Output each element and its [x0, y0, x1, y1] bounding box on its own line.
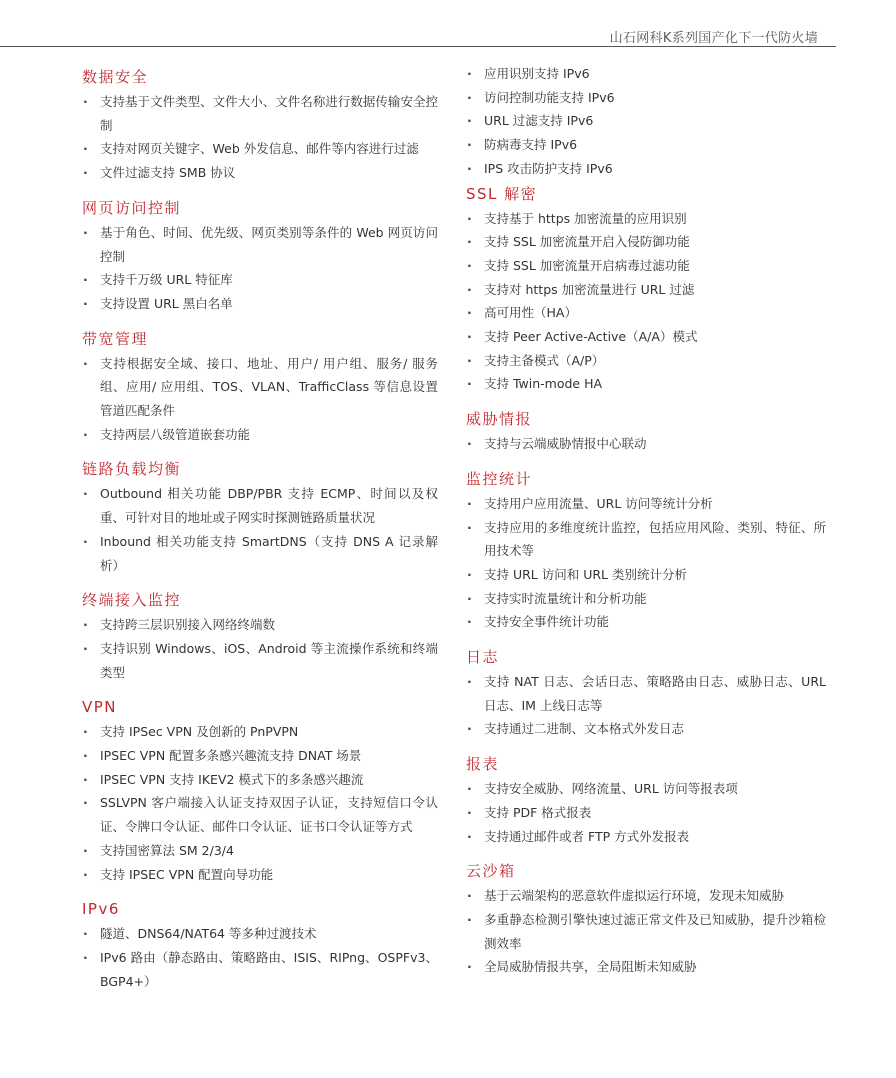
- list-item: · 支持安全事件统计功能: [466, 610, 826, 634]
- left-section: [82, 589, 438, 684]
- bullet-list: [82, 482, 438, 577]
- list-item: · 支持与云端威胁情报中心联动: [466, 432, 826, 456]
- list-item: · 访问控制功能支持 IPv6: [466, 86, 826, 110]
- left-section: [82, 66, 438, 185]
- section-title: 网页访问控制: [82, 198, 182, 217]
- list-item: · SSLVPN 客户端接入认证支持双因子认证，支持短信口令认证、令牌口令认证、邮件口令认证、证书口令认证等方式: [82, 791, 438, 838]
- list-item: · 支持主备模式（A/P）: [466, 349, 826, 373]
- section-title: 带宽管理: [82, 329, 149, 348]
- list-item: · 多重静态检测引擎快速过滤正常文件及已知威胁，提升沙箱检测效率: [466, 908, 826, 955]
- list-item: · Outbound 相关功能 DBP/PBR 支持 ECMP、时间以及权重、可针对目的地址或子网实时探测链路质量状况: [82, 482, 438, 529]
- list-item: · 支持应用的多维度统计监控，包括应用风险、类别、特征、所用技术等: [466, 516, 826, 563]
- list-item: · 支持对网页关键字、Web 外发信息、邮件等内容进行过滤: [82, 137, 438, 161]
- list-item: · 支持 Peer Active-Active（A/A）模式: [466, 325, 826, 349]
- bullet-list: [466, 432, 826, 456]
- left-section: [82, 696, 438, 886]
- section-title: SSL 解密: [466, 184, 538, 203]
- left-section: [82, 458, 438, 577]
- list-item: · URL 过滤支持 IPv6: [466, 109, 826, 133]
- list-item: · 支持根据安全域、接口、地址、用户/ 用户组、服务/ 服务组、应用/ 应用组、TOS、VLAN、TrafficClass 等信息设置管道匹配条件: [82, 352, 438, 423]
- bullet-list: [466, 492, 826, 634]
- list-item: · IPv6 路由（静态路由、策略路由、ISIS、RIPng、OSPFv3、BGP4+）: [82, 946, 438, 993]
- list-item: · 支持跨三层识别接入网络终端数: [82, 613, 438, 637]
- right-section: [466, 62, 826, 181]
- right-section: [466, 646, 826, 741]
- list-item: · 防病毒支持 IPv6: [466, 133, 826, 157]
- list-item: · 支持 PDF 格式报表: [466, 801, 826, 825]
- list-item: · 支持国密算法 SM 2/3/4: [82, 839, 438, 863]
- list-item: · 支持 Twin-mode HA: [466, 372, 826, 396]
- section-title: 日志: [466, 648, 500, 667]
- section-title: VPN: [82, 698, 118, 717]
- section-title: 数据安全: [82, 68, 149, 86]
- list-item: · 基于云端架构的恶意软件虚拟运行环境，发现未知威胁: [466, 884, 826, 908]
- list-item: · 支持通过邮件或者 FTP 方式外发报表: [466, 825, 826, 849]
- bullet-list: [82, 922, 438, 993]
- left-section: [82, 328, 438, 447]
- list-item: · 支持通过二进制、文本格式外发日志: [466, 717, 826, 741]
- list-item: · 支持对 https 加密流量进行 URL 过滤: [466, 278, 826, 302]
- list-item: · 支持用户应用流量、URL 访问等统计分析: [466, 492, 826, 516]
- section-title: 链路负载均衡: [82, 460, 182, 479]
- left-section: [82, 197, 438, 316]
- list-item: · 支持基于文件类型、文件大小、文件名称进行数据传输安全控制: [82, 90, 438, 137]
- list-item: · 支持 SSL 加密流量开启病毒过滤功能: [466, 254, 826, 278]
- list-item: · IPSEC VPN 配置多条感兴趣流支持 DNAT 场景: [82, 744, 438, 768]
- list-item: · 支持 NAT 日志、会话日志、策略路由日志、威胁日志、URL 日志、IM 上线日志等: [466, 670, 826, 717]
- bullet-list: [466, 62, 826, 181]
- list-item: · 基于角色、时间、优先级、网页类别等条件的 Web 网页访问控制: [82, 221, 438, 268]
- section-title: IPv6: [82, 900, 120, 919]
- bullet-list: [466, 777, 826, 848]
- list-item: · 全局威胁情报共享，全局阻断未知威胁: [466, 955, 826, 979]
- list-item: · 支持 URL 访问和 URL 类别统计分析: [466, 563, 826, 587]
- section-title: 威胁情报: [466, 410, 533, 429]
- list-item: · 支持安全威胁、网络流量、URL 访问等报表项: [466, 777, 826, 801]
- right-section: [466, 468, 826, 634]
- list-item: · 高可用性（HA）: [466, 301, 826, 325]
- page-header-title: 山石网科K系列国产化下一代防火墙: [609, 31, 818, 46]
- list-item: · 文件过滤支持 SMB 协议: [82, 161, 438, 185]
- right-section: [466, 183, 826, 397]
- section-title: 终端接入监控: [82, 591, 182, 610]
- list-item: · 支持识别 Windows、iOS、Android 等主流操作系统和终端类型: [82, 637, 438, 684]
- list-item: · 支持基于 https 加密流量的应用识别: [466, 207, 826, 231]
- list-item: · 应用识别支持 IPv6: [466, 62, 826, 86]
- section-title: 监控统计: [466, 469, 533, 488]
- section-title: 报表: [466, 755, 500, 774]
- header-divider: [0, 46, 836, 47]
- bullet-list: [82, 90, 438, 185]
- list-item: · 支持 IPSec VPN 及创新的 PnPVPN: [82, 720, 438, 744]
- right-section: [466, 408, 826, 456]
- bullet-list: [466, 207, 826, 397]
- bullet-list: [82, 221, 438, 316]
- left-section: [82, 898, 438, 993]
- bullet-list: [82, 613, 438, 684]
- list-item: · 支持千万级 URL 特征库: [82, 268, 438, 292]
- section-title: 云沙箱: [466, 862, 516, 881]
- bullet-list: [82, 720, 438, 886]
- left-column: [82, 62, 438, 1005]
- bullet-list: [82, 352, 438, 447]
- right-section: [466, 753, 826, 848]
- list-item: · IPSEC VPN 支持 IKEV2 模式下的多条感兴趣流: [82, 768, 438, 792]
- list-item: · 隧道、DNS64/NAT64 等多种过渡技术: [82, 922, 438, 946]
- list-item: · 支持实时流量统计和分析功能: [466, 587, 826, 611]
- bullet-list: [466, 884, 826, 979]
- list-item: · 支持设置 URL 黑白名单: [82, 292, 438, 316]
- list-item: · IPS 攻击防护支持 IPv6: [466, 157, 826, 181]
- list-item: · 支持 SSL 加密流量开启入侵防御功能: [466, 230, 826, 254]
- list-item: · Inbound 相关功能支持 SmartDNS（支持 DNS A 记录解析）: [82, 530, 438, 577]
- bullet-list: [466, 670, 826, 741]
- right-section: [466, 860, 826, 979]
- list-item: · 支持两层八级管道嵌套功能: [82, 423, 438, 447]
- list-item: · 支持 IPSEC VPN 配置向导功能: [82, 863, 438, 887]
- right-column: [466, 62, 826, 991]
